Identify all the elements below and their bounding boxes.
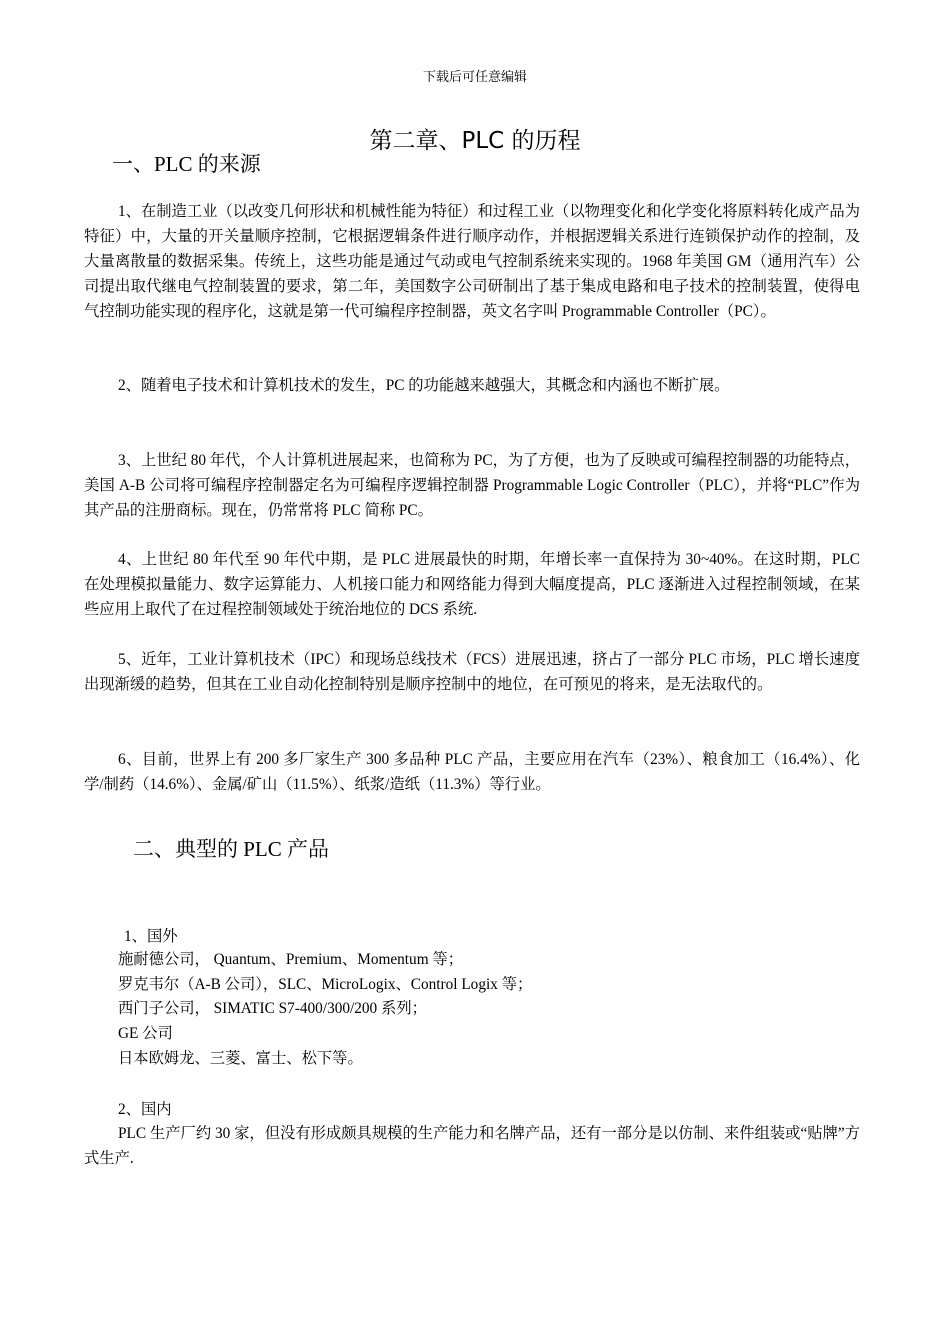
foreign-item: 日本欧姆龙、三菱、富士、松下等。	[118, 1050, 363, 1067]
paragraph-6: 6、目前，世界上有 200 多厂家生产 300 多品种 PLC 产品，主要应用在汽车（23%）、粮食加工（16.4%）、化学/制药（14.6%）、金属/矿山（11.5%）、纸浆/造纸（11.3%）等行业。	[84, 751, 860, 793]
paragraph-5: 5、近年，工业计算机技术（IPC）和现场总线技术（FCS）进展迅速，挤占了一部分 PLC 市场，PLC 增长速度出现渐缓的趋势，但其在工业自动化控制特别是顺序控制中的地位，在可预见的将来，是无法取代的。	[84, 651, 860, 693]
domestic-paragraph: PLC 生产厂约 30 家，但没有形成颇具规模的生产能力和名牌产品，还有一部分是以仿制、来件组装或“贴牌”方式生产.	[84, 1125, 860, 1167]
foreign-item: 罗克韦尔（A-B 公司），SLC、MicroLogix、Control Logix 等；	[118, 976, 533, 993]
domestic-title: 2、国内	[118, 1101, 172, 1118]
chapter-title: 第二章、PLC 的历程	[369, 128, 581, 154]
foreign-title: 1、国外	[124, 928, 178, 945]
foreign-item: 施耐德公司， Quantum、Premium、Momentum 等；	[118, 951, 464, 968]
foreign-item: 西门子公司， SIMATIC S7-400/300/200 系列；	[118, 1000, 427, 1017]
paragraph-2: 2、随着电子技术和计算机技术的发生，PC 的功能越来越强大，其概念和内涵也不断扩展。	[118, 377, 730, 394]
paragraph-1: 1、在制造工业（以改变几何形状和机械性能为特征）和过程工业（以物理变化和化学变化将原料转化成产品为特征）中，大量的开关量顺序控制，它根据逻辑条件进行顺序动作，并根据逻辑关系进行连锁保护动作的控制，及大量离散量的数据采集。传统上，这些功能是通过气动或电气控制系统来实现的。1968 年美国 GM（通用汽车）公司提出取代继电气控制装置的要求，第二年，美国数字公司研制出了基于集成电路和电子技术的控制装置，使得电气控制功能实现的程序化，这就是第一代可编程序控制器，英文名字叫 Programmable Controller（PC）。	[84, 203, 860, 320]
paragraph-3: 3、上世纪 80 年代，个人计算机进展起来，也简称为 PC，为了方便，也为了反映或可编程控制器的功能特点，美国 A-B 公司将可编程序控制器定名为可编程序逻辑控制器 Programmable Logic Controller（PLC），并将“PLC”作为其产品的注册商标。现在，仍常常将 PLC 简称 PC。	[84, 452, 860, 519]
foreign-item: GE 公司	[118, 1025, 173, 1042]
page-header: 下载后可任意编辑	[422, 69, 527, 84]
section2-heading: 二、典型的 PLC 产品	[133, 837, 330, 861]
paragraph-4: 4、上世纪 80 年代至 90 年代中期，是 PLC 进展最快的时期，年增长率一直保持为 30~40%。在这时期，PLC 在处理模拟量能力、数字运算能力、人机接口能力和网络能力得到大幅度提高，PLC 逐渐进入过程控制领域，在某些应用上取代了在过程控制领域处于统治地位的 DCS 系统.	[84, 551, 860, 618]
section1-heading: 一、PLC 的来源	[112, 152, 261, 176]
